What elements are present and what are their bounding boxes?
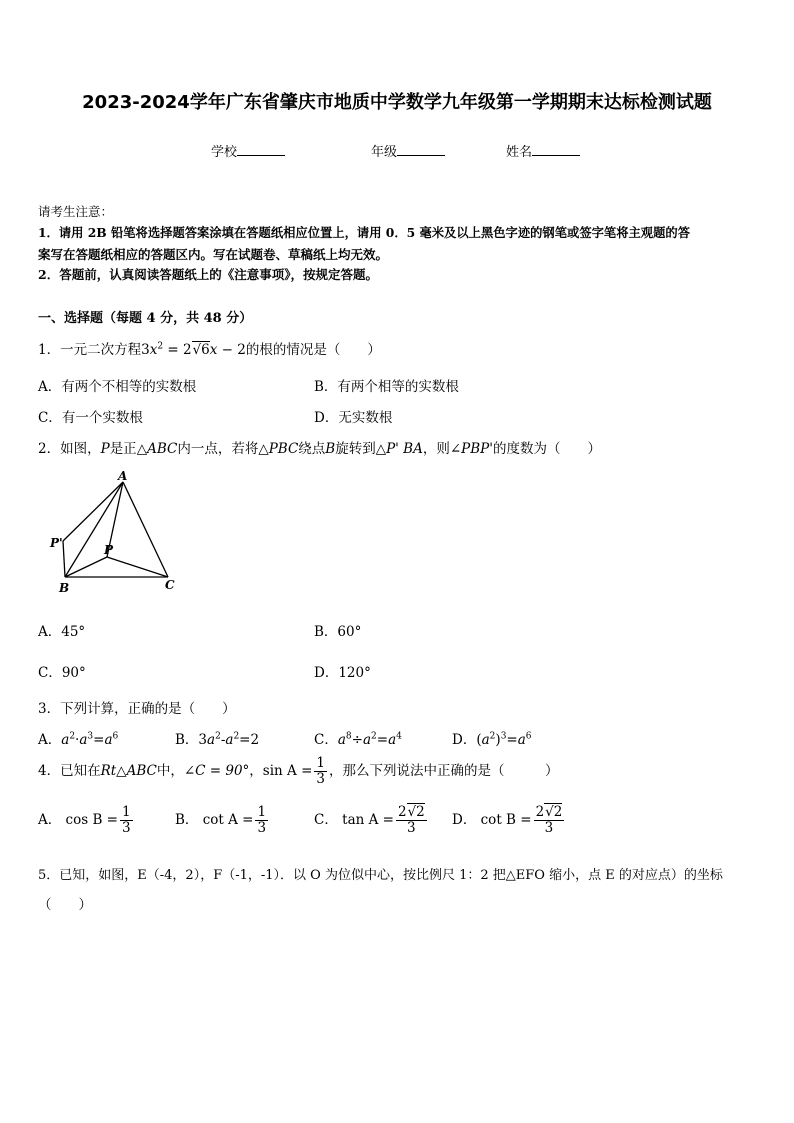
label-a: A bbox=[118, 469, 128, 483]
q1-option-c[interactable]: C．有一个实数根 bbox=[38, 410, 143, 426]
name-label: 姓名 bbox=[506, 145, 533, 160]
question-4-stem: 4．已知在Rt△ABC中，∠C = 90°，sin A = $\frac{1}{3}$ ，那么下列说法中正确的是（ ） bbox=[38, 755, 559, 787]
question-3-stem: 3．下列计算，正确的是（ ） bbox=[38, 701, 236, 717]
label-p: P bbox=[104, 543, 114, 557]
q1-prefix: 1．一元二次方程 bbox=[38, 342, 142, 358]
q2-option-a[interactable]: A．45° bbox=[38, 624, 86, 640]
name-field bbox=[506, 141, 580, 160]
page-title: 2023-2024学年广东省肇庆市地质中学数学九年级第一学期期末达标检测试题 bbox=[82, 92, 712, 113]
label-b: B bbox=[59, 581, 70, 595]
triangle-figure bbox=[40, 465, 190, 600]
grade-blank bbox=[397, 143, 445, 156]
school-label: 学校 bbox=[211, 145, 238, 160]
q3-option-d[interactable]: D．$(a^2)^3=a^6$ bbox=[452, 731, 532, 748]
q2-option-c[interactable]: C．90° bbox=[38, 665, 86, 681]
q2-option-b[interactable]: B．60° bbox=[314, 624, 362, 640]
school-blank bbox=[237, 143, 285, 156]
grade-label: 年级 bbox=[371, 145, 398, 160]
question-2-stem: 2．如图，P是正△ABC内一点，若将△PBC绕点B旋转到△P' BA，则∠PBP'的度数为（ ） bbox=[38, 441, 601, 457]
q3-option-a[interactable]: A．$a^2\cdot a^3=a^6$ bbox=[38, 731, 119, 748]
question-5-stem: 5．已知，如图，E（-4，2），F（-1，-1）．以 O 为位似中心，按比例尺 1：2 把△EFO 缩小，点 E 的对应点）的坐标 bbox=[38, 868, 723, 883]
question-1-stem bbox=[38, 338, 381, 358]
grade-field bbox=[371, 141, 445, 160]
section-heading: 一、选择题（每题 4 分，共 48 分） bbox=[38, 311, 253, 326]
label-c: C bbox=[165, 578, 175, 592]
q4-option-c[interactable]: C． tan A = $\frac{2√2}{3}$ bbox=[314, 804, 425, 836]
question-5-answer-blank: （ ） bbox=[38, 897, 92, 913]
q1-equation: $3x^2 = 2√6x - 2$ bbox=[141, 341, 246, 358]
q3-option-b[interactable]: B．$3a^2-a^2=2$ bbox=[175, 731, 260, 748]
q4-option-d[interactable]: D． cot B = $\frac{2√2}{3}$ bbox=[452, 804, 563, 836]
notice-line-2: 2．答题前，认真阅读答题纸上的《注意事项》，按规定答题。 bbox=[38, 267, 378, 282]
q2-option-d[interactable]: D．120° bbox=[314, 665, 371, 681]
q1-option-d[interactable]: D．无实数根 bbox=[314, 410, 393, 426]
q1-option-b[interactable]: B．有两个相等的实数根 bbox=[314, 379, 459, 395]
label-p-prime: P' bbox=[50, 536, 63, 550]
q4-option-a[interactable]: A． cos B = $\frac{1}{3}$ bbox=[38, 804, 131, 836]
notice-line-1b: 案写在答题纸相应的答题区内。写在试题卷、草稿纸上均无效。 bbox=[38, 247, 389, 262]
notice-line-1a: 1．请用 2B 铅笔将选择题答案涂填在答题纸相应位置上，请用 0．5 毫米及以上黑色字迹的钢笔或签字笔将主观题的答 bbox=[38, 225, 690, 240]
q4-option-b[interactable]: B． cot A = $\frac{1}{3}$ bbox=[175, 804, 267, 836]
q1-suffix: 的根的情况是（ ） bbox=[245, 342, 381, 358]
q1-option-a[interactable]: A．有两个不相等的实数根 bbox=[38, 379, 197, 395]
notice-heading: 请考生注意： bbox=[38, 204, 114, 219]
school-field bbox=[211, 141, 285, 160]
name-blank bbox=[532, 143, 580, 156]
q3-option-c[interactable]: C．$a^8\div a^2=a^4$ bbox=[314, 731, 402, 748]
